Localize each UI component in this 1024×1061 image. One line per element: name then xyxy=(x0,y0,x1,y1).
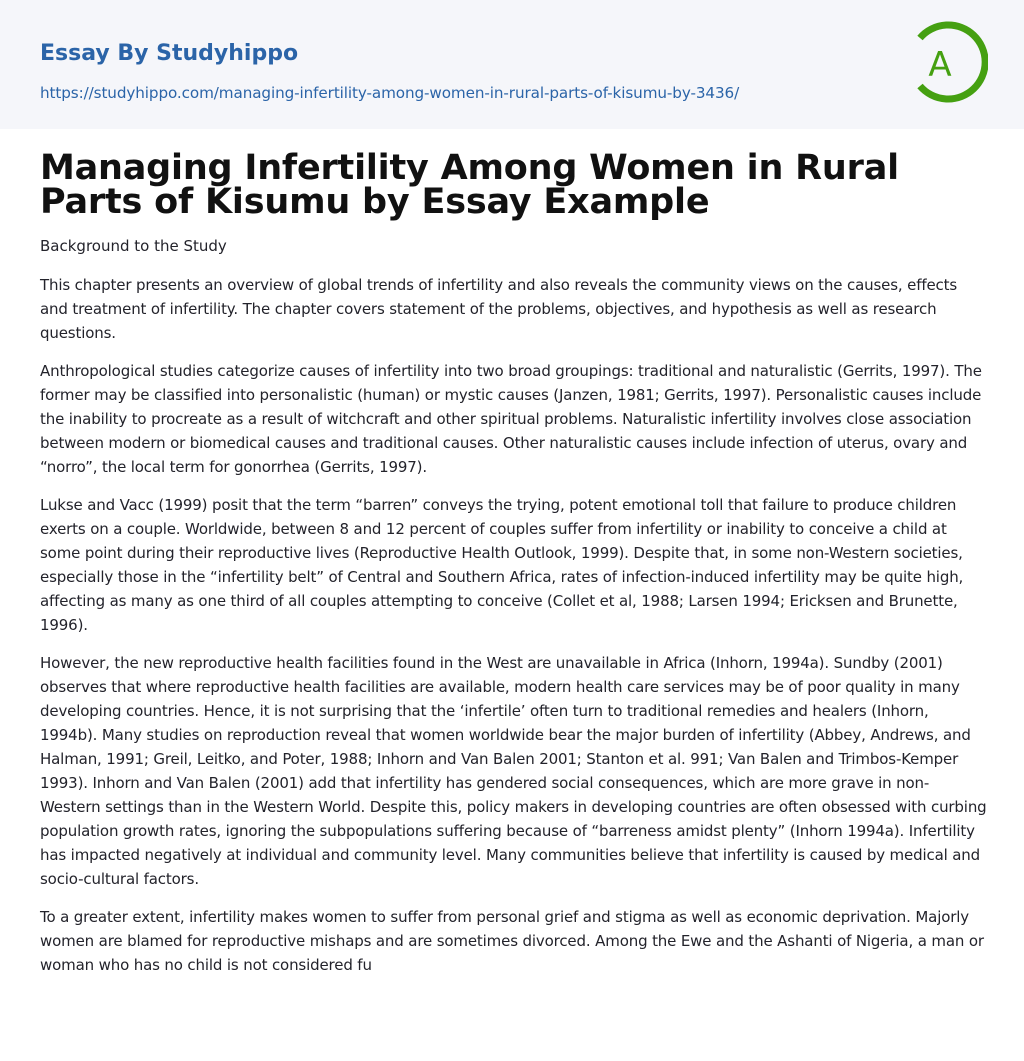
site-header xyxy=(0,0,1024,129)
logo-letter: A xyxy=(928,45,952,85)
paragraph: This chapter presents an overview of global trends of infertility and also reveals the community views on the causes, effects and treatment of infertility. The chapter covers statement of the problems, objectives, and hypothesis as well as research questions. xyxy=(40,276,958,342)
paragraph: However, the new reproductive health facilities found in the West are unavailable in Africa (Inhorn, 1994a). Sundby (2001) observes that where reproductive health facilities are available, modern health care services may be of poor quality in many developing countries. Hence, it is not surprising that the ‘infertile’ often turn to traditional remedies and healers (Inhorn, 1994b). Many studies on reproduction reveal that women worldwide bear the major burden of infertility (Abbey, Andrews, and Halman, 1991; Greil, Leitko, and Poter, 1988; Inhorn and Van Balen 2001; Stanton et al. 991; Van Balen and Trimbos-Kemper 1993). Inhorn and Van Balen (2001) add that infertility has gendered social consequences, which are more grave in non-Western settings than in the Western World. Despite this, policy makers in developing countries are often obsessed with curbing population growth rates, ignoring the subpopulations suffering because of “barreness amidst plenty” (Inhorn 1994a). Infertility has impacted negatively at individual and community level. Many communities believe that infertility is caused by medical and socio-cultural factors. xyxy=(40,654,987,888)
article-title: Managing Infertility Among Women in Rural Parts of Kisumu by Essay Example xyxy=(40,148,899,222)
paragraph: To a greater extent, infertility makes women to suffer from personal grief and stigma as well as economic deprivation. Majorly women are blamed for reproductive mishaps and are sometimes divorced. Among the Ewe and the Ashanti of Nigeria, a man or woman who has no child is not considered fu xyxy=(40,908,984,974)
article xyxy=(0,148,1024,977)
studyhippo-logo-icon[interactable] xyxy=(910,19,988,105)
section-heading: Background to the Study xyxy=(40,237,227,255)
paragraph: Anthropological studies categorize causes of infertility into two broad groupings: traditional and naturalistic (Gerrits, 1997). The former may be classified into personalistic (human) or mystic causes (Janzen, 1981; Gerrits, 1997). Personalistic causes include the inability to procreate as a result of witchcraft and other spiritual problems. Naturalistic infertility involves close association between modern or biomedical causes and traditional causes. Other naturalistic causes include infection of uterus, ovary and “norro”, the local term for gonorrhea (Gerrits, 1997). xyxy=(40,362,982,476)
brand-title: Essay By Studyhippo xyxy=(40,41,299,66)
source-url-link[interactable]: https://studyhippo.com/managing-infertility-among-women-in-rural-parts-of-kisumu-by-3436/ xyxy=(40,84,740,102)
paragraph: Lukse and Vacc (1999) posit that the term “barren” conveys the trying, potent emotional toll that failure to produce children exerts on a couple. Worldwide, between 8 and 12 percent of couples suffer from infertility or inability to conceive a child at some point during their reproductive lives (Reproductive Health Outlook, 1999). Despite that, in some non-Western societies, especially those in the “infertility belt” of Central and Southern Africa, rates of infection-induced infertility may be quite high, affecting as many as one third of all couples attempting to conceive (Collet et al, 1988; Larsen 1994; Ericksen and Brunette, 1996). xyxy=(40,496,964,634)
